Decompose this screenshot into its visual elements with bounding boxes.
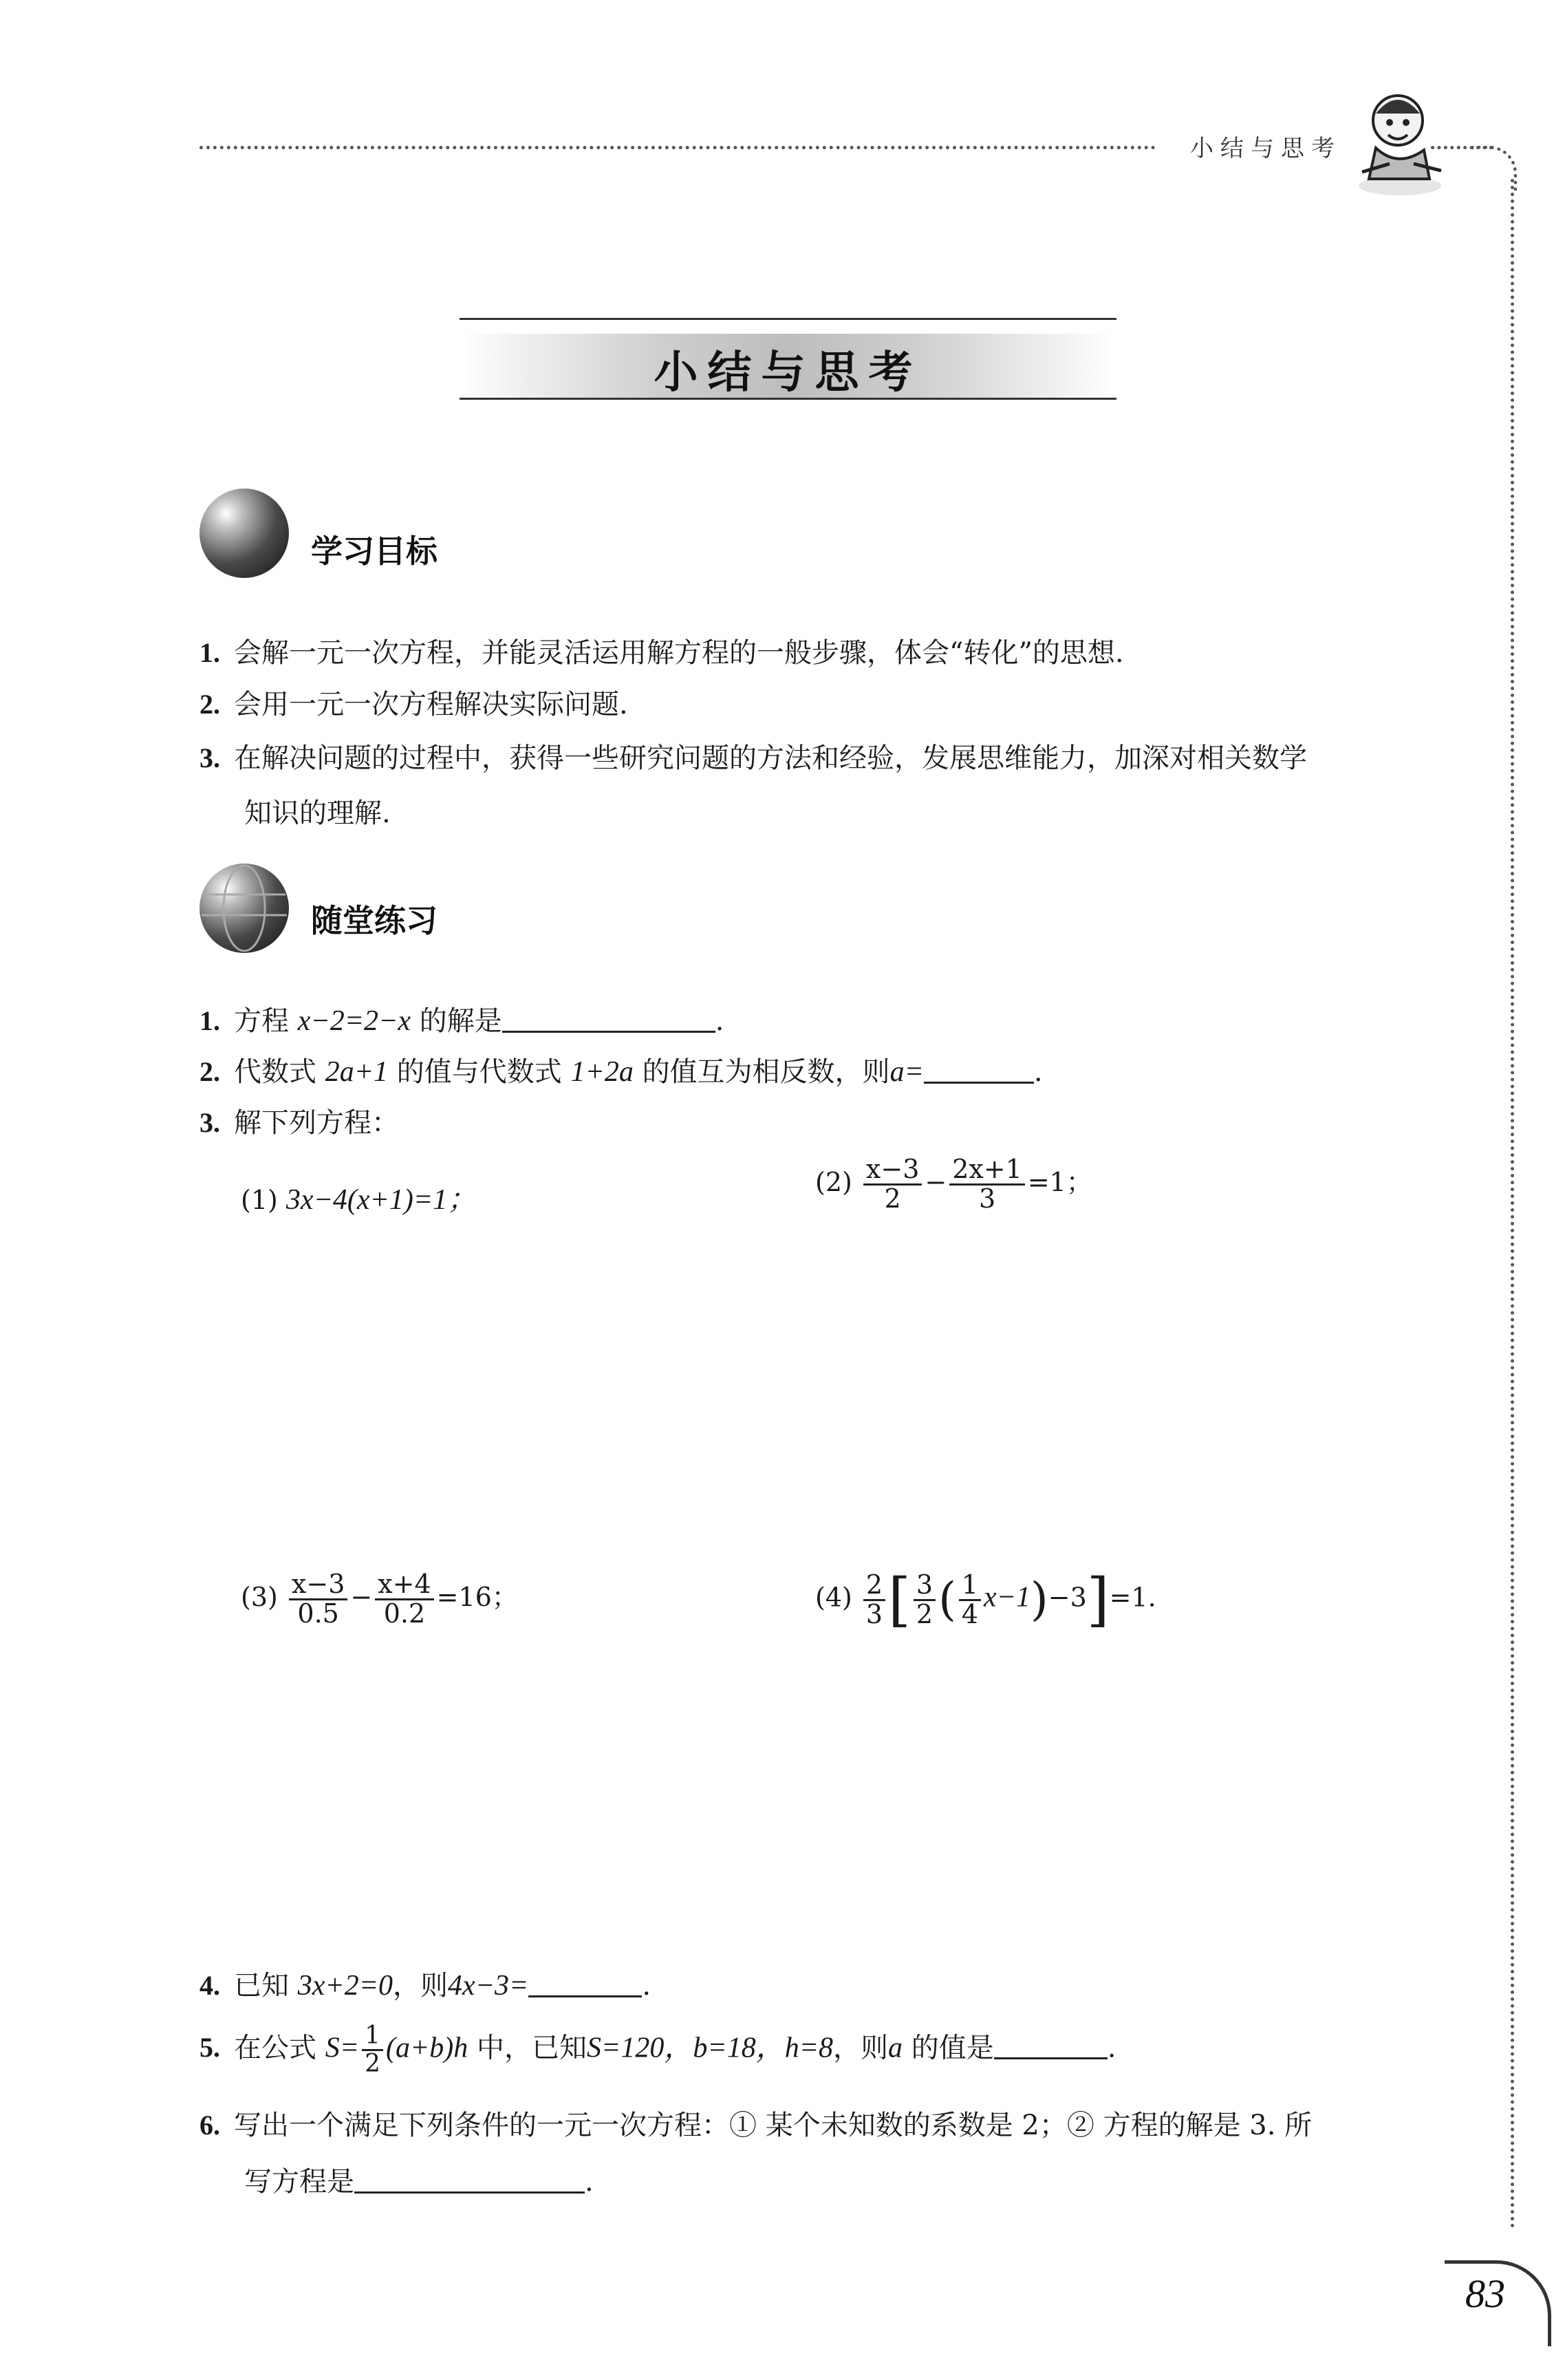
equation-2: (2) $\frac{x-3}{2}$ − $\frac{2x+1}{3}$ =1； xyxy=(815,1154,1092,1214)
answer-blank[interactable] xyxy=(924,1054,1034,1084)
question-6: 6. 写出一个满足下列条件的一元一次方程：① 某个未知数的系数是 2；② 方程的解是 3. 所 xyxy=(199,2110,1313,2141)
goal-item-3: 3. 在解决问题的过程中，获得一些研究问题的方法和经验，发展思维能力，加深对相关数学 xyxy=(199,742,1307,774)
title-rule-bottom xyxy=(460,398,1116,400)
question-6-continued: 写方程是 . xyxy=(244,2164,594,2198)
globe-grid-icon xyxy=(199,864,289,953)
goal-item-2: 2. 会用一元一次方程解决实际问题. xyxy=(199,689,628,720)
sphere-icon xyxy=(199,489,289,578)
page-title: 小结与思考 xyxy=(654,347,922,398)
goals-heading: 学习目标 xyxy=(311,533,438,570)
mascot-illustration xyxy=(1348,83,1451,200)
page-number: 83 xyxy=(1465,2271,1505,2316)
margin-dotted-rule xyxy=(1511,179,1514,2229)
question-3: 3. 解下列方程： xyxy=(199,1107,399,1139)
question-5: 5. 在公式 S= $\frac{1}{2}$ (a+b)h 中，已知S=120，b=18，h=8，则a 的值是 . xyxy=(199,2022,1116,2078)
goal-item-3-continued: 知识的理解. xyxy=(244,797,391,829)
answer-blank[interactable] xyxy=(502,1003,715,1033)
equation-1: (1) 3x−4(x+1)=1； xyxy=(241,1184,477,1216)
goal-item-1: 1. 会解一元一次方程，并能灵活运用解方程的一般步骤，体会“转化”的思想. xyxy=(199,637,1124,669)
question-2: 2. 代数式 2a+1 的值与代数式 1+2a 的值互为相反数，则a= . xyxy=(199,1054,1043,1089)
question-1: 1. 方程 x−2=2−x 的解是 . xyxy=(199,1003,724,1038)
practice-heading: 随堂练习 xyxy=(311,902,438,939)
answer-blank[interactable] xyxy=(994,2030,1108,2059)
answer-blank[interactable] xyxy=(528,1968,642,1997)
header-dotted-rule xyxy=(199,146,1156,149)
title-rule-top xyxy=(460,318,1116,320)
answer-blank[interactable] xyxy=(354,2164,585,2194)
equation-3: (3) $\frac{x-3}{0.5}$ − $\frac{x+4}{0.2}$ =16； xyxy=(241,1569,518,1629)
running-title: 小结与思考 xyxy=(1190,135,1341,162)
equation-4: (4) $\frac{2}{3}$ [ $\frac{3}{2}$ ( $\frac{1}{4}$ x−1)−3]=1. xyxy=(815,1566,1156,1633)
question-4: 4. 已知 3x+2=0，则4x−3= . xyxy=(199,1968,651,2003)
